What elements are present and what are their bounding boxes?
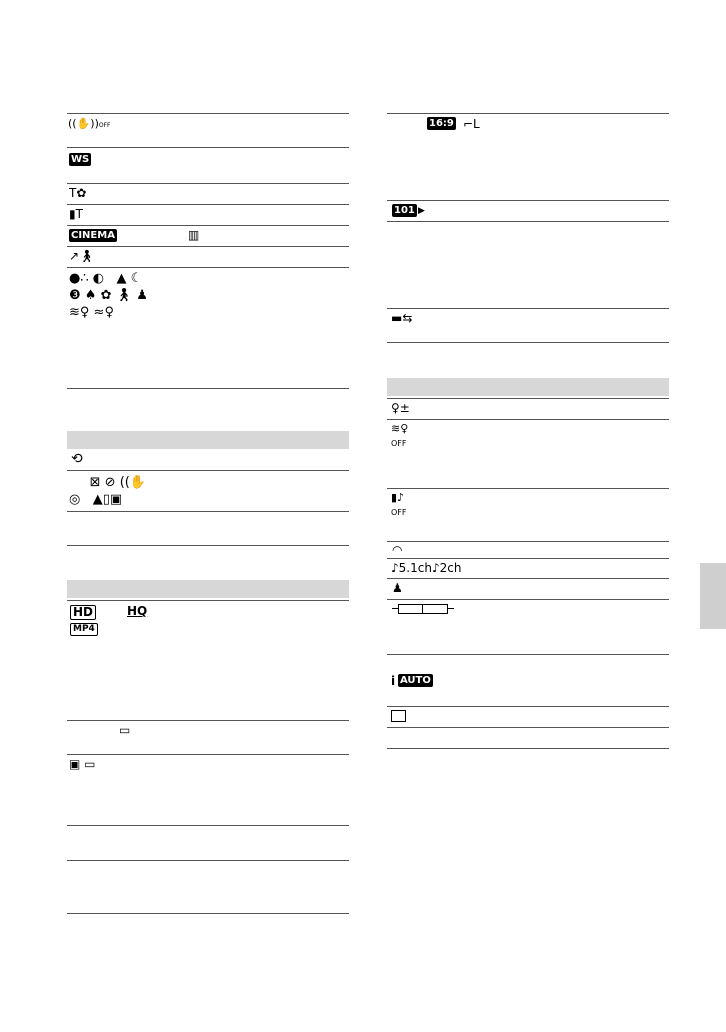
rule (387, 342, 669, 343)
media-icons: ▣ ▭ (69, 757, 96, 771)
repeat-icon: ⟲ (71, 451, 83, 467)
rule (67, 225, 349, 226)
zoom-mic-icon: ♟ (392, 581, 403, 595)
battery-icon: ▭ (119, 723, 131, 737)
warning-icons: ⊠ ⊘ ((✋ ◎ ▲▯▣ (69, 475, 147, 507)
aspect-ratio-icon: 16:9 (429, 118, 454, 129)
section-band (67, 431, 349, 449)
rule (387, 488, 669, 489)
rule (387, 558, 669, 559)
recording-format-mp4-icon: MP4 (70, 623, 98, 636)
rule (67, 388, 349, 389)
audio-2ch: 2ch (439, 561, 462, 575)
rule (67, 246, 349, 247)
image-size-icon: ⌐L (463, 117, 480, 131)
steadyshot-off-icon: ((✋))OFF (68, 117, 111, 130)
scene-selection-icons: ●∴ ◐ ▲ ☾ ❸ ♠ ✿ 🚶︎ ♟ ≋♀ ≈♀ (69, 271, 148, 320)
rule (387, 748, 669, 749)
side-tab (700, 563, 726, 629)
wifi-icon: ◠ (392, 543, 403, 557)
rule (387, 654, 669, 655)
rule (67, 545, 349, 546)
rule (387, 706, 669, 707)
rule (387, 398, 669, 399)
rule (387, 599, 669, 600)
rule (67, 511, 349, 512)
golf-shot-icon: ↗🚶︎ (69, 249, 95, 263)
rule (67, 600, 349, 601)
mic-level-icon: ♀± (391, 401, 410, 415)
hq-label: HQ (127, 604, 148, 618)
rule (387, 221, 669, 222)
backlight-icon: ▮T (69, 207, 83, 221)
rule (387, 200, 669, 201)
audio-mode-icons: ♪5.1ch♪2ch (391, 561, 462, 575)
wind-noise-icons: ≋♀ ≈♀ (69, 305, 114, 320)
intelligent-auto-icon: i (391, 674, 396, 688)
rule (387, 727, 669, 728)
section-band (387, 378, 669, 396)
rule (67, 204, 349, 205)
rule (67, 754, 349, 755)
rule (387, 113, 669, 114)
rule (67, 720, 349, 721)
microphone-off-icon: ▮♪ OFF (391, 491, 407, 517)
wide-select-icon: WS (71, 154, 90, 165)
section-band (67, 580, 349, 598)
picture-effect-icon (391, 710, 406, 722)
folder-arrow-icon: ▶ (418, 206, 425, 216)
rule (67, 913, 349, 914)
wind-noise-off-icon: ≋♀ OFF (391, 422, 409, 448)
level-meter-icon (392, 603, 456, 615)
film-icon: ▥ (188, 228, 200, 242)
rule (67, 860, 349, 861)
rule (67, 470, 349, 471)
tele-macro-icon: T✿ (69, 186, 87, 200)
folder-icon: 101 (394, 205, 415, 216)
usb-icon: ▬⇆ (391, 311, 413, 325)
recording-format-hd-icon: HD (70, 605, 96, 620)
rule (387, 419, 669, 420)
rule (387, 541, 669, 542)
rule (67, 183, 349, 184)
intelligent-auto-tag: AUTO (400, 675, 431, 686)
rule (387, 578, 669, 579)
rule (67, 113, 349, 114)
rule (67, 147, 349, 148)
audio-5-1ch: 5.1ch (398, 561, 432, 575)
rule (387, 308, 669, 309)
rule (67, 267, 349, 268)
cinema-effect-icon: CINEMA (71, 230, 115, 241)
rule (67, 825, 349, 826)
